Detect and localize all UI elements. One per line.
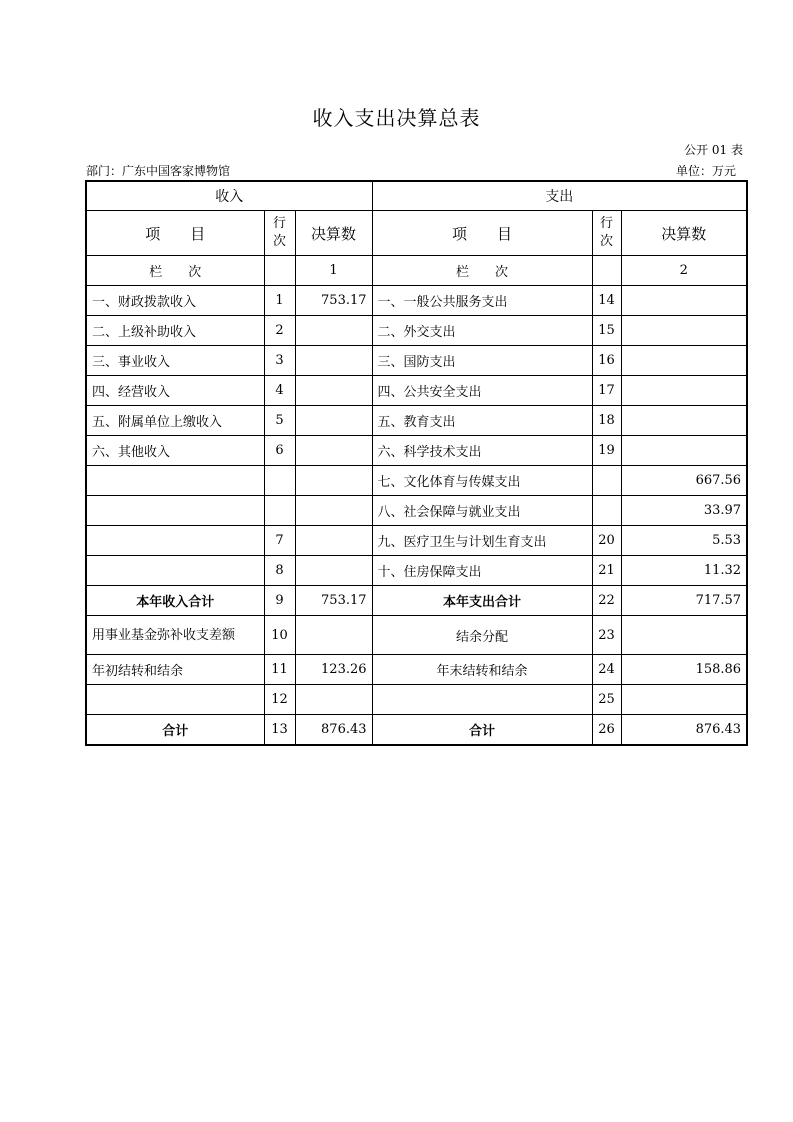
income-item-name: [86, 526, 264, 556]
expense-line-header: 行 次: [592, 211, 621, 256]
table-row: [86, 526, 747, 556]
income-item-name: [86, 685, 264, 715]
income-amount: [295, 616, 372, 655]
expense-item-name: 一、一般公共服务支出: [372, 286, 592, 316]
expense-item-name: 九、医疗卫生与计划生育支出: [372, 526, 592, 556]
column-index-row: [86, 256, 747, 286]
expense-item-name: 年末结转和结余: [372, 655, 592, 685]
expense-amount: [621, 685, 747, 715]
expense-item-name: 十、住房保障支出: [372, 556, 592, 586]
income-column-number: 1: [295, 256, 372, 286]
table-row: [86, 436, 747, 466]
income-line-number: 11: [264, 655, 295, 685]
table-row: [86, 655, 747, 685]
page-title: 收入支出决算总表: [312, 106, 481, 130]
expense-line-number: 18: [592, 406, 621, 436]
table-row: [86, 466, 747, 496]
income-amount: [295, 436, 372, 466]
table-row: [86, 685, 747, 715]
expense-line-number: 15: [592, 316, 621, 346]
income-amount: [295, 496, 372, 526]
income-line-number: 2: [264, 316, 295, 346]
expense-amount: [621, 376, 747, 406]
income-item-header: 项 目: [86, 211, 264, 256]
expense-item-name: 八、社会保障与就业支出: [372, 496, 592, 526]
expense-line-number: 21: [592, 556, 621, 586]
expense-amount: [621, 616, 747, 655]
expense-item-name: 七、文化体育与传媒支出: [372, 466, 592, 496]
expense-item-name: [372, 685, 592, 715]
expense-amount: 717.57: [621, 586, 747, 616]
expense-amount: [621, 316, 747, 346]
income-line-number: 10: [264, 616, 295, 655]
unit-label: 单位：万元: [675, 164, 736, 178]
department-label: 部门：广东中国客家博物馆: [86, 164, 231, 178]
expense-item-name: 二、外交支出: [372, 316, 592, 346]
income-line-number: 3: [264, 346, 295, 376]
income-amount: 753.17: [295, 286, 372, 316]
income-item-name: 六、其他收入: [86, 436, 264, 466]
income-item-name: 五、附属单位上缴收入: [86, 406, 264, 436]
table-row: [86, 586, 747, 616]
form-number: 公开 01 表: [684, 143, 743, 157]
income-line-number: [264, 466, 295, 496]
income-line-number: [264, 496, 295, 526]
income-line-number: 8: [264, 556, 295, 586]
table-row: [86, 616, 747, 655]
income-amount: [295, 406, 372, 436]
income-amount: [295, 685, 372, 715]
table-row: [86, 346, 747, 376]
income-amount: 123.26: [295, 655, 372, 685]
income-amount: 753.17: [295, 586, 372, 616]
table-row: [86, 316, 747, 346]
income-item-name: [86, 496, 264, 526]
income-amount: [295, 376, 372, 406]
expense-amount-header: 决算数: [621, 211, 747, 256]
income-line-header: 行 次: [264, 211, 295, 256]
income-section-header: 收入: [86, 181, 372, 211]
expense-item-name: 本年支出合计: [372, 586, 592, 616]
expense-amount: 33.97: [621, 496, 747, 526]
income-line-number: 9: [264, 586, 295, 616]
expense-amount: [621, 436, 747, 466]
income-line-number: 13: [264, 715, 295, 746]
expense-item-name: 五、教育支出: [372, 406, 592, 436]
expense-column-number: 2: [621, 256, 747, 286]
expense-item-name: 四、公共安全支出: [372, 376, 592, 406]
expense-item-name: 合计: [372, 715, 592, 746]
expense-line-number: 17: [592, 376, 621, 406]
expense-item-name: 三、国防支出: [372, 346, 592, 376]
expense-line-number: 25: [592, 685, 621, 715]
table-row: [86, 556, 747, 586]
column-header-row: [86, 211, 747, 256]
expense-item-name: 结余分配: [372, 616, 592, 655]
income-amount: [295, 466, 372, 496]
income-amount: [295, 526, 372, 556]
income-line-number: 7: [264, 526, 295, 556]
income-amount: 876.43: [295, 715, 372, 746]
expense-line-number: 23: [592, 616, 621, 655]
expense-amount: 5.53: [621, 526, 747, 556]
income-line-number: 4: [264, 376, 295, 406]
income-amount: [295, 346, 372, 376]
table-row: [86, 376, 747, 406]
income-item-name: [86, 466, 264, 496]
expense-amount: 11.32: [621, 556, 747, 586]
expense-amount: [621, 406, 747, 436]
expense-amount: [621, 286, 747, 316]
expense-lanci-label: 栏 次: [372, 256, 592, 286]
income-item-name: 年初结转和结余: [86, 655, 264, 685]
income-item-name: 本年收入合计: [86, 586, 264, 616]
income-item-name: 用事业基金弥补收支差额: [86, 616, 264, 655]
expense-line-number: 20: [592, 526, 621, 556]
section-header-row: [86, 181, 747, 211]
income-expense-table: [85, 180, 748, 746]
income-amount: [295, 316, 372, 346]
expense-section-header: 支出: [372, 181, 747, 211]
income-line-number: 6: [264, 436, 295, 466]
table-row: [86, 286, 747, 316]
expense-line-number: 22: [592, 586, 621, 616]
expense-line-number: 19: [592, 436, 621, 466]
expense-line-number: [592, 496, 621, 526]
income-amount-header: 决算数: [295, 211, 372, 256]
expense-item-name: 六、科学技术支出: [372, 436, 592, 466]
expense-amount: 667.56: [621, 466, 747, 496]
expense-line-number: 16: [592, 346, 621, 376]
income-amount: [295, 556, 372, 586]
expense-line-number: [592, 466, 621, 496]
table-row: [86, 496, 747, 526]
income-item-name: 一、财政拨款收入: [86, 286, 264, 316]
expense-amount: 876.43: [621, 715, 747, 746]
income-line-number: 1: [264, 286, 295, 316]
expense-amount: [621, 346, 747, 376]
expense-amount: 158.86: [621, 655, 747, 685]
income-line-number: 5: [264, 406, 295, 436]
table-row: [86, 715, 747, 746]
income-item-name: 三、事业收入: [86, 346, 264, 376]
expense-item-header: 项 目: [372, 211, 592, 256]
income-item-name: 二、上级补助收入: [86, 316, 264, 346]
income-line-number: 12: [264, 685, 295, 715]
table-row: [86, 406, 747, 436]
expense-line-number: 24: [592, 655, 621, 685]
expense-line-number: 26: [592, 715, 621, 746]
income-item-name: [86, 556, 264, 586]
expense-line-number: 14: [592, 286, 621, 316]
income-lanci-label: 栏 次: [86, 256, 264, 286]
income-item-name: 四、经营收入: [86, 376, 264, 406]
income-item-name: 合计: [86, 715, 264, 746]
